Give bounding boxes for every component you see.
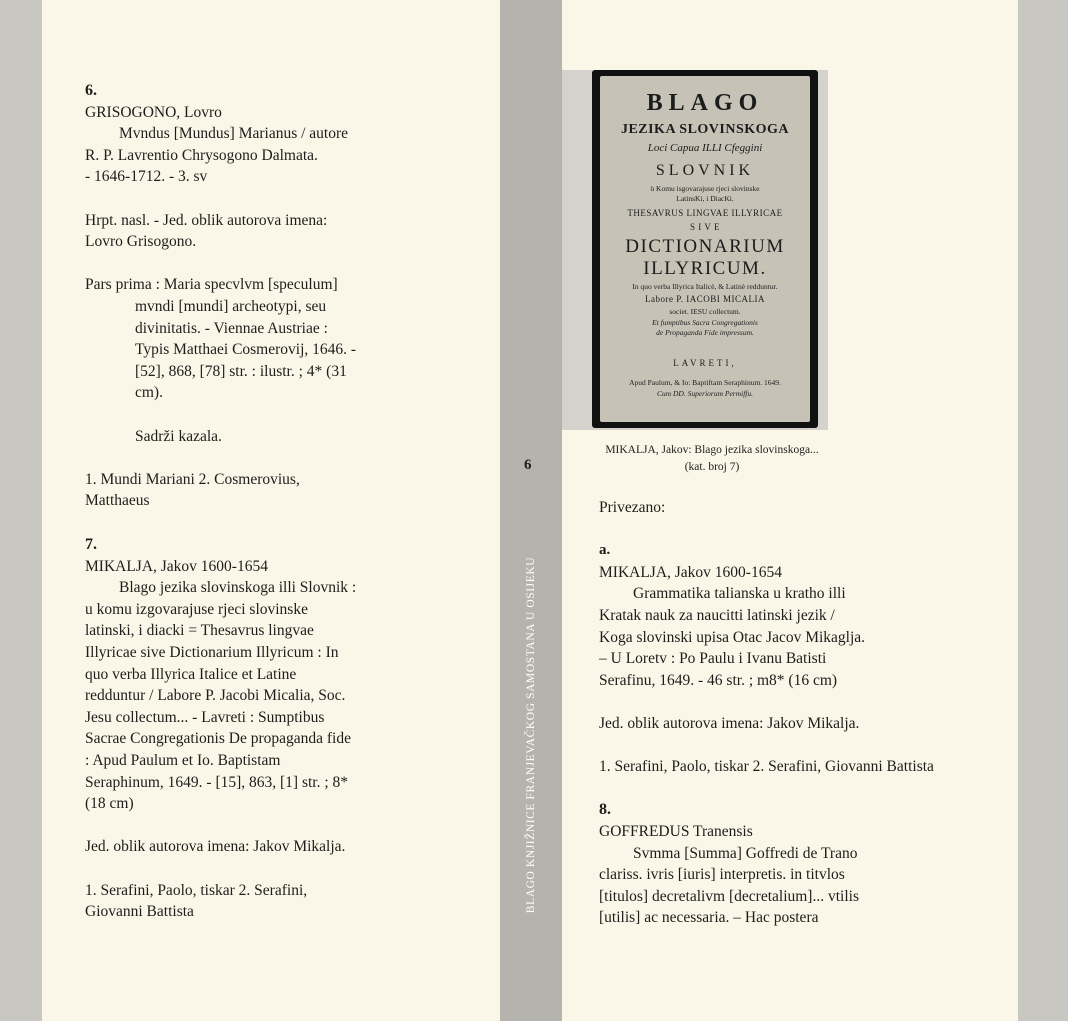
book-line: BLAGO xyxy=(646,90,764,116)
contents-note: Sadrži kazala. xyxy=(135,427,222,445)
entry-note: Hrpt. nasl. - Jed. oblik autorova imena: xyxy=(85,211,328,229)
book-line: Cum DD. Superiorum Permiffu. xyxy=(656,389,754,398)
left-margin-band xyxy=(0,0,42,1021)
sub-entry-letter: a. xyxy=(599,542,611,559)
entry-body-line: Illyricae sive Dictionarium Illyricum : In xyxy=(85,643,339,661)
entry-author: GRISOGONO, Lovro xyxy=(85,103,222,121)
entry-body-line: Jesu collectum... - Lavreti : Sumptibus xyxy=(85,708,325,726)
sub-entry-body-line: Koga slovinski upisa Otac Jacov Mikaglja. xyxy=(599,628,866,646)
entry-note: Lovro Grisogono. xyxy=(85,233,197,251)
book-title-page xyxy=(600,76,810,422)
entry-body-line: Seraphinum, 1649. - [15], 863, [1] str. ; 8* xyxy=(85,773,349,791)
book-line: Et fumptibus Sacra Congregationis xyxy=(652,318,758,327)
entry-number: 8. xyxy=(599,801,611,819)
entry-body-line: redduntur / Labore P. Jacobi Micalia, Soc. xyxy=(85,687,346,705)
sub-entry-body-line: Grammatika talianska u kratho illi xyxy=(633,585,846,603)
entry-author: GOFFREDUS Tranensis xyxy=(599,822,753,840)
pars-line: mvndi [mundi] archeotypi, seu xyxy=(135,297,327,315)
sub-entry-note: Jed. oblik autorova imena: Jakov Mikalja. xyxy=(599,714,860,732)
book-line: LAVRETI, xyxy=(673,358,737,368)
sub-entry-body-line: – U Loretv : Po Paulu i Ivanu Batisti xyxy=(599,650,827,668)
spine-title: BLAGO KNJIŽNICE FRANJEVAČKOG SAMOSTANA U OSIJEKU xyxy=(525,556,537,914)
sub-entry-body-line: Serafinu, 1649. - 46 str. ; m8* (16 cm) xyxy=(599,671,838,689)
subject-line: Giovanni Battista xyxy=(85,903,194,921)
book-line: LatinsKi, i DiacKi. xyxy=(676,194,734,203)
page-number: 6 xyxy=(524,457,532,473)
caption-line: MIKALJA, Jakov: Blago jezika slovinskoga... xyxy=(605,444,819,456)
pars-line: Pars prima : Maria specvlvm [speculum] xyxy=(85,276,338,294)
entry-body-line: latinski, i diacki = Thesavrus lingvae xyxy=(85,622,314,640)
pars-line: Typis Matthaei Cosmerovij, 1646. - xyxy=(135,341,357,359)
entry-number: 7. xyxy=(85,536,97,553)
entry-6 xyxy=(85,80,485,512)
entry-body-line: u komu izgovarajuse rjeci slovinske xyxy=(85,600,308,618)
sub-entry-author: MIKALJA, Jakov 1600-1654 xyxy=(599,563,782,581)
pars-line: divinitatis. - Viennae Austriae : xyxy=(135,319,328,337)
sub-entry-body-line: Kratak nauk za naucitti latinski jezik / xyxy=(599,606,835,624)
entry-author: MIKALJA, Jakov 1600-1654 xyxy=(85,557,268,575)
book-line: de Propaganda Fide impressum. xyxy=(656,328,754,337)
subject-line: Matthaeus xyxy=(85,492,150,510)
book-line: DICTIONARIUM xyxy=(625,236,785,257)
entry-body-line: [titulos] decretalivm [decretalium]... vtilis xyxy=(599,887,859,905)
pars-line: cm). xyxy=(135,384,163,402)
book-line: JEZIKA SLOVINSKOGA xyxy=(620,122,790,137)
entry-title-line: - 1646-1712. - 3. sv xyxy=(85,168,208,186)
entry-body-line: Svmma [Summa] Goffredi de Trano xyxy=(633,844,858,862)
book-line: societ. IESU collectum. xyxy=(669,307,741,316)
book-line: ù Komu isgovarajuse rjeci slovinske xyxy=(650,184,760,193)
bound-with-label: Privezano: xyxy=(599,499,666,516)
sub-entry-subjects: 1. Serafini, Paolo, tiskar 2. Serafini, Giovanni Battista xyxy=(599,758,934,776)
entry-body-line: quo verba Illyrica Italice et Latine xyxy=(85,665,297,683)
entry-body-line: : Apud Paulum et Io. Baptistam xyxy=(85,751,281,769)
entry-number: 6. xyxy=(85,82,97,99)
right-margin-band xyxy=(1018,0,1068,1021)
right-text xyxy=(599,497,1009,929)
entry-body-line: Blago jezika slovinskoga illi Slovnik : xyxy=(119,579,357,597)
book-line: THESAVRUS LINGVAE ILLYRICAE xyxy=(627,208,783,218)
book-line: Labore P. IACOBI MICALIA xyxy=(645,294,765,304)
book-handwriting: Loci Capua ILLI Cfeggini xyxy=(647,142,763,154)
entry-note: Jed. oblik autorova imena: Jakov Mikalja. xyxy=(85,838,346,856)
entry-body-line: clariss. ivris [iuris] interpretis. in titvlos xyxy=(599,866,845,884)
book-line: In quo verba Illyrica Italicè, & Latinè redduntur. xyxy=(632,282,778,291)
entry-body-line: [utilis] ac necessaria. – Hac postera xyxy=(599,909,819,927)
entry-title-line: Mvndus [Mundus] Marianus / autore xyxy=(119,125,349,143)
subject-line: 1. Serafini, Paolo, tiskar 2. Serafini, xyxy=(85,881,308,899)
entry-body-line: (18 cm) xyxy=(85,795,134,813)
pars-line: [52], 868, [78] str. : ilustr. ; 4* (31 xyxy=(135,362,347,380)
subject-line: 1. Mundi Mariani 2. Cosmerovius, xyxy=(85,470,300,488)
entry-title-line: R. P. Lavrentio Chrysogono Dalmata. xyxy=(85,146,318,164)
book-line: ILLYRICUM. xyxy=(643,258,767,279)
entry-7 xyxy=(85,534,495,923)
figure-caption xyxy=(562,442,862,476)
caption-line: (kat. broj 7) xyxy=(684,461,740,473)
entry-body-line: Sacrae Congregationis De propaganda fide xyxy=(85,730,351,748)
book-line: S I V E xyxy=(690,222,720,232)
book-line: Apud Paulum, & Io: Baptiftam Seraphinum. 1649. xyxy=(629,378,781,387)
book-line: SLOVNIK xyxy=(655,162,755,179)
